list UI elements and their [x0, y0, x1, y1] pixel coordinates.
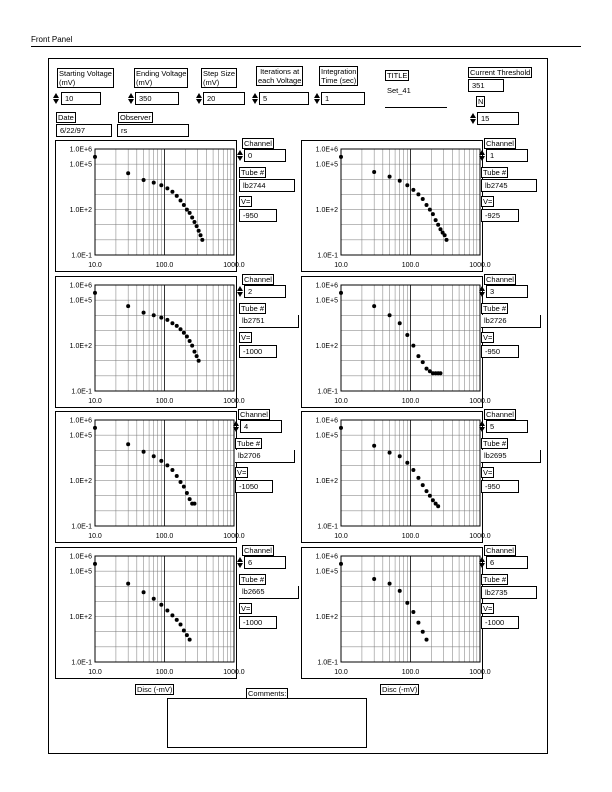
- data-point: [142, 590, 146, 594]
- tube-label: Tube #: [483, 304, 507, 313]
- data-point: [185, 491, 189, 495]
- chart-svg: [56, 412, 245, 544]
- data-point: [405, 333, 409, 337]
- y-tick-label: 1.0E+6: [69, 417, 92, 425]
- channel-input[interactable]: 5: [486, 420, 528, 433]
- y-tick-label: 1.0E-1: [71, 388, 92, 396]
- channel-input[interactable]: 0: [244, 149, 286, 162]
- data-point: [182, 203, 186, 207]
- data-point: [411, 344, 415, 348]
- data-point: [185, 633, 189, 637]
- chart-svg: [56, 548, 245, 680]
- ending-voltage-input[interactable]: 350: [135, 92, 179, 105]
- channel-label: Channel: [244, 275, 272, 284]
- data-point: [339, 155, 343, 159]
- chart-svg: [302, 548, 491, 680]
- data-point: [195, 224, 199, 228]
- x-tick-label: 100.0: [155, 398, 174, 405]
- data-point: [421, 360, 425, 364]
- x-tick-label: 10.0: [88, 262, 102, 269]
- data-point: [425, 367, 429, 371]
- data-point: [179, 622, 183, 626]
- tube-input[interactable]: lb2706: [235, 450, 295, 463]
- date-label: Date: [58, 113, 74, 122]
- x-axis-label-left: Disc (-mV): [137, 685, 173, 694]
- y-tick-label: 1.0E-1: [317, 252, 338, 260]
- data-point: [185, 334, 189, 338]
- tube-input[interactable]: lb2751: [239, 315, 299, 328]
- channel-stepper[interactable]: [479, 557, 485, 568]
- data-point: [170, 190, 174, 194]
- data-point: [192, 350, 196, 354]
- ending-voltage-unit: (mV): [136, 78, 153, 87]
- data-point: [165, 186, 169, 190]
- integration-unit: Time (sec): [321, 76, 357, 85]
- data-point: [170, 468, 174, 472]
- data-point: [126, 304, 130, 308]
- voltage-label: V=: [483, 468, 493, 477]
- channel-input[interactable]: 6: [244, 556, 286, 569]
- voltage-input[interactable]: -1050: [235, 480, 273, 493]
- tube-input[interactable]: lb2745: [481, 179, 537, 192]
- channel-stepper[interactable]: [479, 421, 485, 432]
- voltage-label: V=: [241, 197, 251, 206]
- channel-input[interactable]: 6: [486, 556, 528, 569]
- tube-label: Tube #: [483, 575, 507, 584]
- window-title: Front Panel: [31, 35, 73, 44]
- observer-label: Observer: [120, 113, 151, 122]
- chart-channel-2: [55, 276, 245, 408]
- data-point: [425, 203, 429, 207]
- y-tick-label: 1.0E-1: [71, 252, 92, 260]
- n-input[interactable]: 15: [477, 112, 519, 125]
- step-size-label: Step Size: [203, 69, 236, 78]
- chart-svg: [302, 412, 491, 544]
- data-point: [165, 463, 169, 467]
- chart-channel-7: [301, 547, 491, 679]
- data-point: [165, 609, 169, 613]
- data-point: [372, 170, 376, 174]
- data-point: [185, 208, 189, 212]
- voltage-input[interactable]: -1000: [239, 345, 277, 358]
- x-tick-label: 10.0: [88, 669, 102, 676]
- chart-svg: [302, 141, 491, 273]
- integration-label: Integration: [321, 67, 357, 76]
- data-point: [388, 582, 392, 586]
- x-axis-label-right: Disc (-mV): [382, 685, 418, 694]
- x-tick-label: 10.0: [334, 533, 348, 540]
- data-point: [197, 229, 201, 233]
- data-point: [192, 502, 196, 506]
- y-tick-label: 1.0E-1: [71, 523, 92, 531]
- chart-channel-1: [301, 140, 491, 272]
- y-tick-label: 1.0E+5: [315, 161, 338, 169]
- data-point: [416, 192, 420, 196]
- data-point: [199, 233, 203, 237]
- n-label: N: [478, 97, 484, 106]
- data-point: [188, 211, 192, 215]
- iterations-input[interactable]: 5: [259, 92, 309, 105]
- iterations-unit: each Voltage: [258, 76, 302, 85]
- data-point: [188, 339, 192, 343]
- iterations-stepper[interactable]: [252, 93, 258, 104]
- data-point: [126, 442, 130, 446]
- title-label: TITLE: [387, 71, 408, 80]
- y-tick-label: 1.0E+2: [69, 614, 92, 622]
- starting-voltage-input[interactable]: 10: [61, 92, 101, 105]
- data-point: [421, 197, 425, 201]
- channel-label: Channel: [486, 275, 514, 284]
- data-point: [398, 454, 402, 458]
- channel-label: Channel: [244, 139, 272, 148]
- data-point: [411, 610, 415, 614]
- y-tick-label: 1.0E+5: [69, 432, 92, 440]
- starting-voltage-unit: (mV): [59, 78, 76, 87]
- data-point: [339, 562, 343, 566]
- data-point: [438, 371, 442, 375]
- data-point: [411, 188, 415, 192]
- data-point: [179, 198, 183, 202]
- y-tick-label: 1.0E+6: [69, 146, 92, 154]
- data-point: [428, 494, 432, 498]
- channel-stepper[interactable]: [479, 286, 485, 297]
- data-point: [425, 489, 429, 493]
- y-tick-label: 1.0E+2: [315, 614, 338, 622]
- data-point: [93, 426, 97, 430]
- chart-channel-0: [55, 140, 245, 272]
- channel-label: Channel: [240, 410, 268, 419]
- y-tick-label: 1.0E+6: [315, 417, 338, 425]
- y-tick-label: 1.0E+5: [315, 432, 338, 440]
- integration-input[interactable]: 1: [321, 92, 365, 105]
- y-tick-label: 1.0E+2: [69, 207, 92, 215]
- x-tick-label: 1000.0: [469, 533, 491, 540]
- x-tick-label: 1000.0: [469, 669, 491, 676]
- channel-label: Channel: [486, 410, 514, 419]
- channel-input[interactable]: 1: [486, 149, 528, 162]
- step-size-unit: (mV): [203, 78, 220, 87]
- y-tick-label: 1.0E+5: [315, 297, 338, 305]
- data-point: [425, 638, 429, 642]
- x-tick-label: 100.0: [401, 669, 420, 676]
- starting-voltage-label: Starting Voltage: [59, 69, 112, 78]
- step-size-input[interactable]: 20: [203, 92, 245, 105]
- data-point: [182, 331, 186, 335]
- voltage-label: V=: [483, 197, 493, 206]
- chart-svg: [302, 277, 491, 409]
- data-point: [93, 291, 97, 295]
- x-tick-label: 100.0: [401, 262, 420, 269]
- channel-stepper[interactable]: [237, 286, 243, 297]
- data-point: [175, 324, 179, 328]
- channel-label: Channel: [486, 546, 514, 555]
- data-point: [188, 638, 192, 642]
- voltage-label: V=: [483, 604, 493, 613]
- data-point: [388, 313, 392, 317]
- y-tick-label: 1.0E+5: [69, 161, 92, 169]
- tube-label: Tube #: [241, 168, 265, 177]
- x-tick-label: 100.0: [155, 262, 174, 269]
- data-point: [190, 344, 194, 348]
- data-point: [179, 327, 183, 331]
- tube-label: Tube #: [237, 439, 261, 448]
- title-underline: [31, 46, 581, 47]
- data-point: [416, 621, 420, 625]
- chart-svg: [56, 277, 245, 409]
- data-point: [179, 480, 183, 484]
- data-point: [197, 359, 201, 363]
- data-point: [93, 562, 97, 566]
- voltage-label: V=: [241, 604, 251, 613]
- channel-input[interactable]: 3: [486, 285, 528, 298]
- y-tick-label: 1.0E+2: [69, 343, 92, 351]
- y-tick-label: 1.0E+6: [315, 146, 338, 154]
- y-tick-label: 1.0E+2: [315, 207, 338, 215]
- data-point: [405, 601, 409, 605]
- voltage-input[interactable]: -950: [239, 209, 277, 222]
- chart-channel-6: [55, 547, 245, 679]
- data-point: [372, 444, 376, 448]
- data-point: [445, 238, 449, 242]
- data-point: [405, 183, 409, 187]
- x-tick-label: 10.0: [88, 533, 102, 540]
- data-point: [175, 618, 179, 622]
- x-tick-label: 100.0: [401, 398, 420, 405]
- x-tick-label: 10.0: [334, 669, 348, 676]
- data-point: [192, 220, 196, 224]
- iterations-label: Iterations at: [260, 67, 300, 76]
- data-point: [416, 476, 420, 480]
- data-point: [200, 238, 204, 242]
- data-point: [182, 485, 186, 489]
- voltage-input[interactable]: -1000: [481, 616, 519, 629]
- chart-channel-3: [301, 276, 491, 408]
- x-tick-label: 1000.0: [223, 669, 245, 676]
- data-point: [165, 318, 169, 322]
- x-tick-label: 1000.0: [223, 262, 245, 269]
- channel-stepper[interactable]: [233, 421, 239, 432]
- y-tick-label: 1.0E+2: [315, 478, 338, 486]
- x-tick-label: 10.0: [334, 398, 348, 405]
- channel-label: Channel: [244, 546, 272, 555]
- step-size-stepper[interactable]: [196, 93, 202, 104]
- voltage-input[interactable]: -925: [481, 209, 519, 222]
- voltage-label: V=: [483, 333, 493, 342]
- chart-svg: [56, 141, 245, 273]
- x-tick-label: 1000.0: [223, 533, 245, 540]
- ending-voltage-stepper[interactable]: [128, 93, 134, 104]
- tube-input[interactable]: lb2744: [239, 179, 295, 192]
- data-point: [434, 218, 438, 222]
- x-tick-label: 1000.0: [469, 398, 491, 405]
- y-tick-label: 1.0E-1: [317, 659, 338, 667]
- data-point: [152, 313, 156, 317]
- data-point: [421, 630, 425, 634]
- y-tick-label: 1.0E+6: [315, 553, 338, 561]
- data-point: [405, 461, 409, 465]
- data-point: [398, 179, 402, 183]
- data-point: [152, 454, 156, 458]
- y-tick-label: 1.0E+5: [69, 297, 92, 305]
- y-tick-label: 1.0E+2: [69, 478, 92, 486]
- data-point: [388, 451, 392, 455]
- data-point: [436, 223, 440, 227]
- tube-input[interactable]: lb2695: [481, 450, 541, 463]
- starting-voltage-stepper[interactable]: [53, 93, 59, 104]
- channel-label: Channel: [486, 139, 514, 148]
- data-point: [142, 450, 146, 454]
- channel-stepper[interactable]: [479, 150, 485, 161]
- data-point: [170, 321, 174, 325]
- data-point: [93, 155, 97, 159]
- x-tick-label: 1000.0: [223, 398, 245, 405]
- ending-voltage-label: Ending Voltage: [136, 69, 187, 78]
- data-point: [398, 589, 402, 593]
- y-tick-label: 1.0E+5: [69, 568, 92, 576]
- data-point: [159, 183, 163, 187]
- channel-input[interactable]: 4: [240, 420, 282, 433]
- title-value[interactable]: Set_41: [387, 86, 411, 95]
- channel-input[interactable]: 2: [244, 285, 286, 298]
- data-point: [431, 498, 435, 502]
- data-point: [195, 354, 199, 358]
- tube-input[interactable]: lb2665: [239, 586, 299, 599]
- n-stepper[interactable]: [470, 113, 476, 124]
- data-point: [182, 629, 186, 633]
- channel-stepper[interactable]: [237, 150, 243, 161]
- voltage-label: V=: [237, 468, 247, 477]
- data-point: [152, 597, 156, 601]
- current-threshold-value: 351: [468, 79, 504, 92]
- y-tick-label: 1.0E+6: [315, 282, 338, 290]
- data-point: [190, 215, 194, 219]
- observer-input[interactable]: rs: [117, 124, 189, 137]
- data-point: [428, 208, 432, 212]
- tube-label: Tube #: [483, 439, 507, 448]
- comments-input[interactable]: [167, 698, 367, 748]
- data-point: [411, 468, 415, 472]
- voltage-input[interactable]: -1000: [239, 616, 277, 629]
- data-point: [372, 304, 376, 308]
- integration-stepper[interactable]: [314, 93, 320, 104]
- current-threshold-label: Current Threshold: [470, 68, 531, 77]
- data-point: [159, 603, 163, 607]
- channel-stepper[interactable]: [237, 557, 243, 568]
- data-point: [126, 582, 130, 586]
- data-point: [159, 459, 163, 463]
- data-point: [372, 577, 376, 581]
- data-point: [142, 178, 146, 182]
- tube-label: Tube #: [483, 168, 507, 177]
- date-input[interactable]: 6/22/97: [56, 124, 112, 137]
- voltage-input[interactable]: -950: [481, 480, 519, 493]
- data-point: [142, 311, 146, 315]
- data-point: [388, 175, 392, 179]
- data-point: [398, 321, 402, 325]
- x-tick-label: 100.0: [155, 669, 174, 676]
- data-point: [431, 212, 435, 216]
- data-point: [443, 233, 447, 237]
- voltage-label: V=: [241, 333, 251, 342]
- y-tick-label: 1.0E+6: [69, 282, 92, 290]
- data-point: [175, 194, 179, 198]
- comments-label: Comments:: [248, 689, 287, 698]
- y-tick-label: 1.0E+2: [315, 343, 338, 351]
- tube-label: Tube #: [241, 575, 265, 584]
- x-tick-label: 1000.0: [469, 262, 491, 269]
- title-underline-field: [385, 107, 447, 108]
- data-point: [339, 426, 343, 430]
- x-tick-label: 100.0: [155, 533, 174, 540]
- data-point: [421, 483, 425, 487]
- data-point: [416, 354, 420, 358]
- data-point: [175, 474, 179, 478]
- y-tick-label: 1.0E-1: [71, 659, 92, 667]
- tube-input[interactable]: lb2735: [481, 586, 537, 599]
- voltage-input[interactable]: -950: [481, 345, 519, 358]
- chart-channel-5: [301, 411, 491, 543]
- chart-channel-4: [55, 411, 245, 543]
- data-point: [436, 504, 440, 508]
- y-tick-label: 1.0E+5: [315, 568, 338, 576]
- tube-label: Tube #: [241, 304, 265, 313]
- y-tick-label: 1.0E-1: [317, 523, 338, 531]
- data-point: [339, 291, 343, 295]
- data-point: [152, 181, 156, 185]
- data-point: [170, 613, 174, 617]
- tube-input[interactable]: lb2726: [481, 315, 541, 328]
- y-tick-label: 1.0E-1: [317, 388, 338, 396]
- data-point: [188, 497, 192, 501]
- data-point: [126, 171, 130, 175]
- x-tick-label: 10.0: [88, 398, 102, 405]
- y-tick-label: 1.0E+6: [69, 553, 92, 561]
- x-tick-label: 10.0: [334, 262, 348, 269]
- x-tick-label: 100.0: [401, 533, 420, 540]
- data-point: [438, 227, 442, 231]
- data-point: [159, 316, 163, 320]
